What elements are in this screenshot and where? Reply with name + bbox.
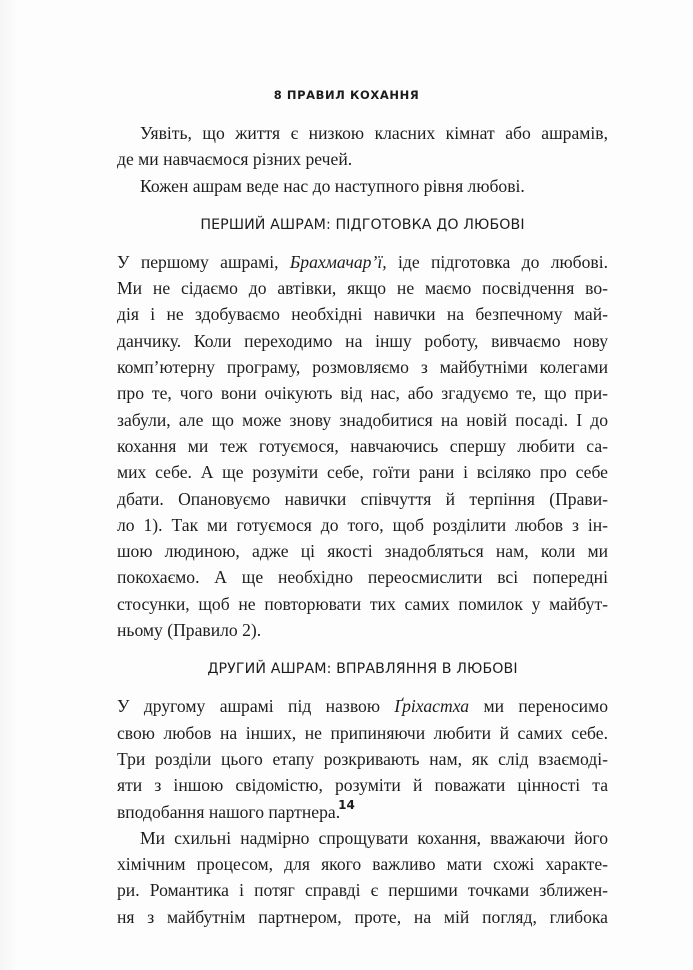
text-line: Три розділи цього етапу розкривають нам, як слід взаємоді- bbox=[117, 748, 608, 769]
text-line: покохаємо. А ще необхідно переосмислити всі попередні bbox=[117, 567, 608, 588]
text-line: свою любов на інших, не припиняючи любити й самих себе. bbox=[117, 722, 608, 743]
section-2-paragraph-2 bbox=[117, 825, 608, 930]
text-fragment: іде підготовка до любові. bbox=[386, 251, 608, 272]
intro-paragraph-1 bbox=[117, 120, 608, 173]
running-head: 8 ПРАВИЛ КОХАННЯ bbox=[273, 88, 420, 102]
page-number: 14 bbox=[338, 798, 355, 812]
section-1-paragraph bbox=[117, 249, 608, 643]
text-line: стосунки, щоб не повторювати тих самих помилок у майбут- bbox=[117, 593, 608, 614]
text-line: про те, чого вони очікують від нас, або згадуємо те, що при- bbox=[117, 383, 608, 404]
text-line bbox=[117, 693, 608, 719]
text-line: де ми навчаємося різних речей. bbox=[117, 149, 353, 170]
term-brahmacharya: Брахмачар’ї, bbox=[289, 251, 387, 272]
text-line: кохання ми теж готуємося, навчаючись спершу любити са- bbox=[117, 435, 608, 456]
text-line: данчику. Коли переходимо на іншу роботу, вивчаємо нову bbox=[117, 330, 608, 351]
text-line: вподобання нашого партнера. bbox=[117, 801, 341, 822]
text-line: ло 1). Так ми готуємося до того, щоб розділити любов з ін- bbox=[117, 514, 608, 535]
text-line: ньому (Правило 2). bbox=[117, 620, 262, 641]
text-line: дбати. Опановуємо навички співчуття й терпіння (Прави- bbox=[117, 488, 608, 509]
text-line: хімічним процесом, для якого важливо мати схожі характе- bbox=[117, 854, 608, 875]
text-line: Кожен ашрам веде нас до наступного рівня любові. bbox=[140, 175, 525, 196]
text-line: забули, але що може знову знадобитися на новій посаді. І до bbox=[117, 409, 608, 430]
text-line: Уявіть, що життя є низкою класних кімнат або ашрамів, bbox=[140, 123, 608, 143]
text-line: дія і не здобуваємо необхідні навички на безпечному май- bbox=[117, 304, 608, 325]
text-line: Ми схильні надмірно спрощувати кохання, вважаючи його bbox=[140, 827, 608, 848]
text-line: Ми не сідаємо до автівки, якщо не маємо посвідчення во- bbox=[117, 278, 608, 299]
text-line bbox=[117, 249, 608, 275]
intro-paragraph-2 bbox=[117, 173, 608, 199]
section-heading-2: ДРУГИЙ АШРАМ: ВПРАВЛЯННЯ В ЛЮБОВІ bbox=[207, 661, 518, 678]
text-line: мих себе. А ще розуміти себе, гоїти рани і всіляко про себе bbox=[117, 462, 608, 483]
text-line: яти з іншою свідомістю, розуміти й поважати цінності та bbox=[117, 775, 608, 796]
text-line: ри. Романтика і потяг справді є першими точками зближен- bbox=[117, 880, 608, 901]
text-fragment: У другому ашрамі під назвою bbox=[117, 696, 395, 717]
text-line: комп’ютерну програму, розмовляємо з майбутніми колегами bbox=[117, 357, 608, 378]
term-grihastha: Ґріхастха bbox=[394, 696, 470, 717]
text-fragment: ми переносимо bbox=[469, 696, 608, 717]
section-heading-1: ПЕРШИЙ АШРАМ: ПІДГОТОВКА ДО ЛЮБОВІ bbox=[200, 216, 525, 233]
text-fragment: У першому ашрамі, bbox=[117, 251, 290, 272]
text-line: шою людиною, адже ці якості знадобляться нам, коли ми bbox=[117, 541, 608, 562]
text-line: ня з майбутнім партнером, проте, на мій погляд, глибока bbox=[117, 906, 608, 927]
